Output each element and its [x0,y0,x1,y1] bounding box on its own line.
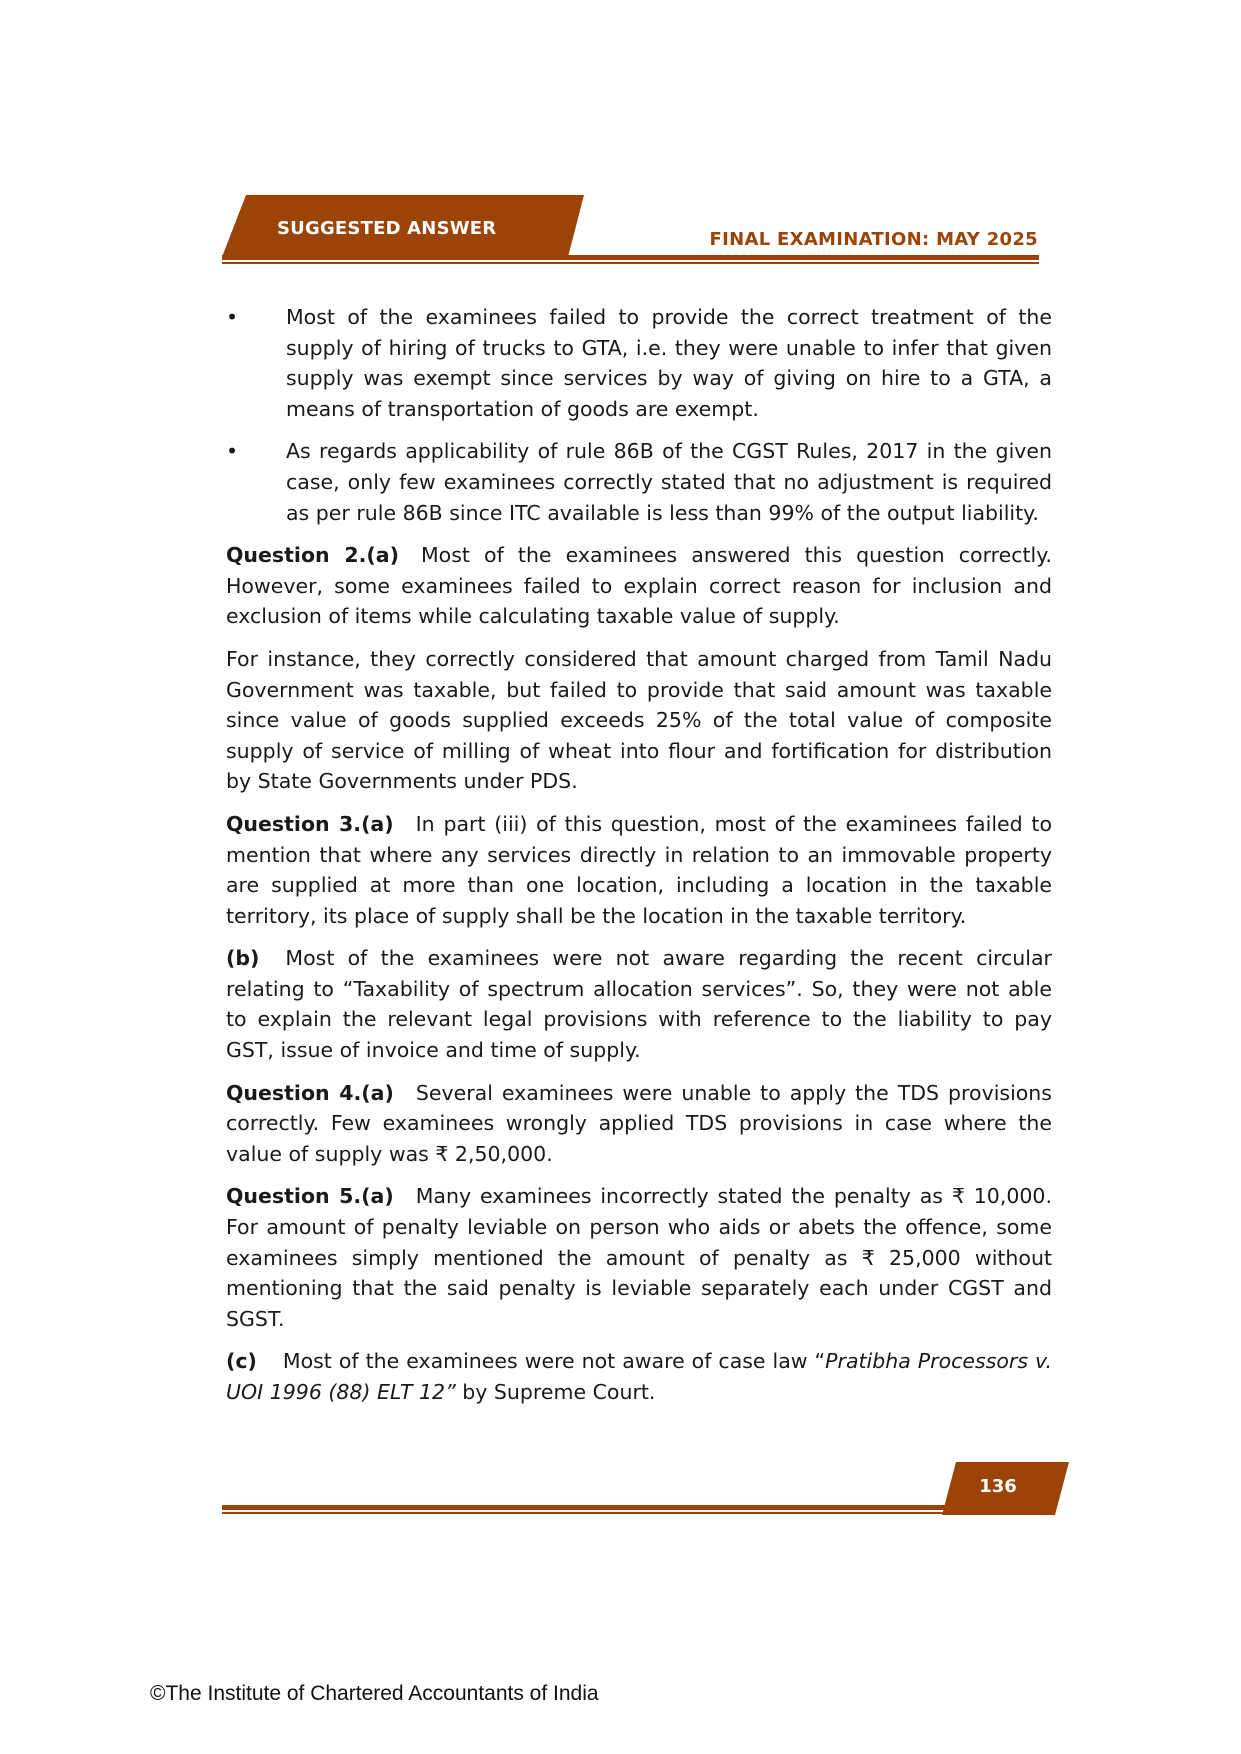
question-text: Several examinees were unable to apply the TDS provisions correctly. Few examinees wrongly applied TDS provisions in case where the value of supply was ₹ 2,50,000. [226,1080,1052,1166]
question-2a-followup: For instance, they correctly considered that amount charged from Tamil Nadu Government was taxable, but failed to provide that said amount was taxable since value of goods supplied exceeds 25% of the total value of composite supply of service of milling of wheat into flour and fortification for distribution by State Governments under PDS. [226,646,1052,794]
header-rule-thin [222,262,1039,264]
footer-rule-thin [222,1512,1039,1514]
question-label: (b) [226,946,260,971]
bullet-text: Most of the examinees failed to provide the correct treatment of the supply of hiring of trucks to GTA, i.e. they were unable to infer that given supply was exempt since services by way of giving on hire to a GTA, a means of transportation of goods are exempt. [286,305,1052,421]
page-body [226,302,1052,1420]
question-label: Question 3.(a) [226,811,394,836]
bullet-item [226,302,1052,424]
question-5c-paragraph [226,1346,1052,1407]
question-4a-paragraph [226,1078,1052,1170]
question-text: In part (iii) of this question, most of the examinees failed to mention that where any services directly in relation to an immovable property are supplied at more than one location, including a location in the taxable territory, its place of supply shall be the location in the taxable territory. [226,811,1052,928]
bullet-item [226,436,1052,528]
page-number: 136 [979,1476,1017,1497]
bullet-text: As regards applicability of rule 86B of the CGST Rules, 2017 in the given case, only few examinees correctly stated that no adjustment is required as per rule 86B since ITC available is less than 99% of the output liability. [286,439,1052,525]
question-text-tail: by Supreme Court. [455,1380,656,1404]
footer-rule [222,1505,1039,1510]
question-label: Question 4.(a) [226,1080,394,1105]
question-3b-paragraph [226,943,1052,1065]
header-rule [222,255,1039,260]
question-text: Most of the examinees were not aware of case law “ [282,1349,826,1374]
question-5a-paragraph [226,1181,1052,1334]
header-tab-label: SUGGESTED ANSWER [277,218,497,239]
question-2a-paragraph [226,540,1052,632]
question-3a-paragraph [226,809,1052,931]
exam-title: FINAL EXAMINATION: MAY 2025 [709,229,1038,250]
question-text: Most of the examinees were not aware regarding the recent circular relating to “Taxability of spectrum allocation services”. So, they were not able to explain the relevant legal provisions with reference to the liability to pay GST, issue of invoice and time of supply. [226,946,1052,1063]
question-label: Question 5.(a) [226,1184,394,1209]
bullet-icon: • [226,439,239,464]
question-text: Most of the examinees answered this question correctly. However, some examinees failed to explain correct reason for inclusion and exclusion of items while calculating taxable value of supply. [226,543,1052,629]
question-label: (c) [226,1349,257,1374]
bullet-icon: • [226,305,239,329]
case-law-citation: Pratibha Processors v. UOI 1996 (88) ELT 12” [226,1349,1053,1404]
copyright-notice: ©The Institute of Chartered Accountants of India [150,1682,599,1705]
question-label: Question 2.(a) [226,543,399,568]
question-text: Many examinees incorrectly stated the penalty as ₹ 10,000. For amount of penalty leviable on person who aids or abets the offence, some examinees simply mentioned the amount of penalty as ₹ 25,000 without mentioning that the said penalty is leviable separately each under CGST and SGST. [226,1184,1052,1331]
